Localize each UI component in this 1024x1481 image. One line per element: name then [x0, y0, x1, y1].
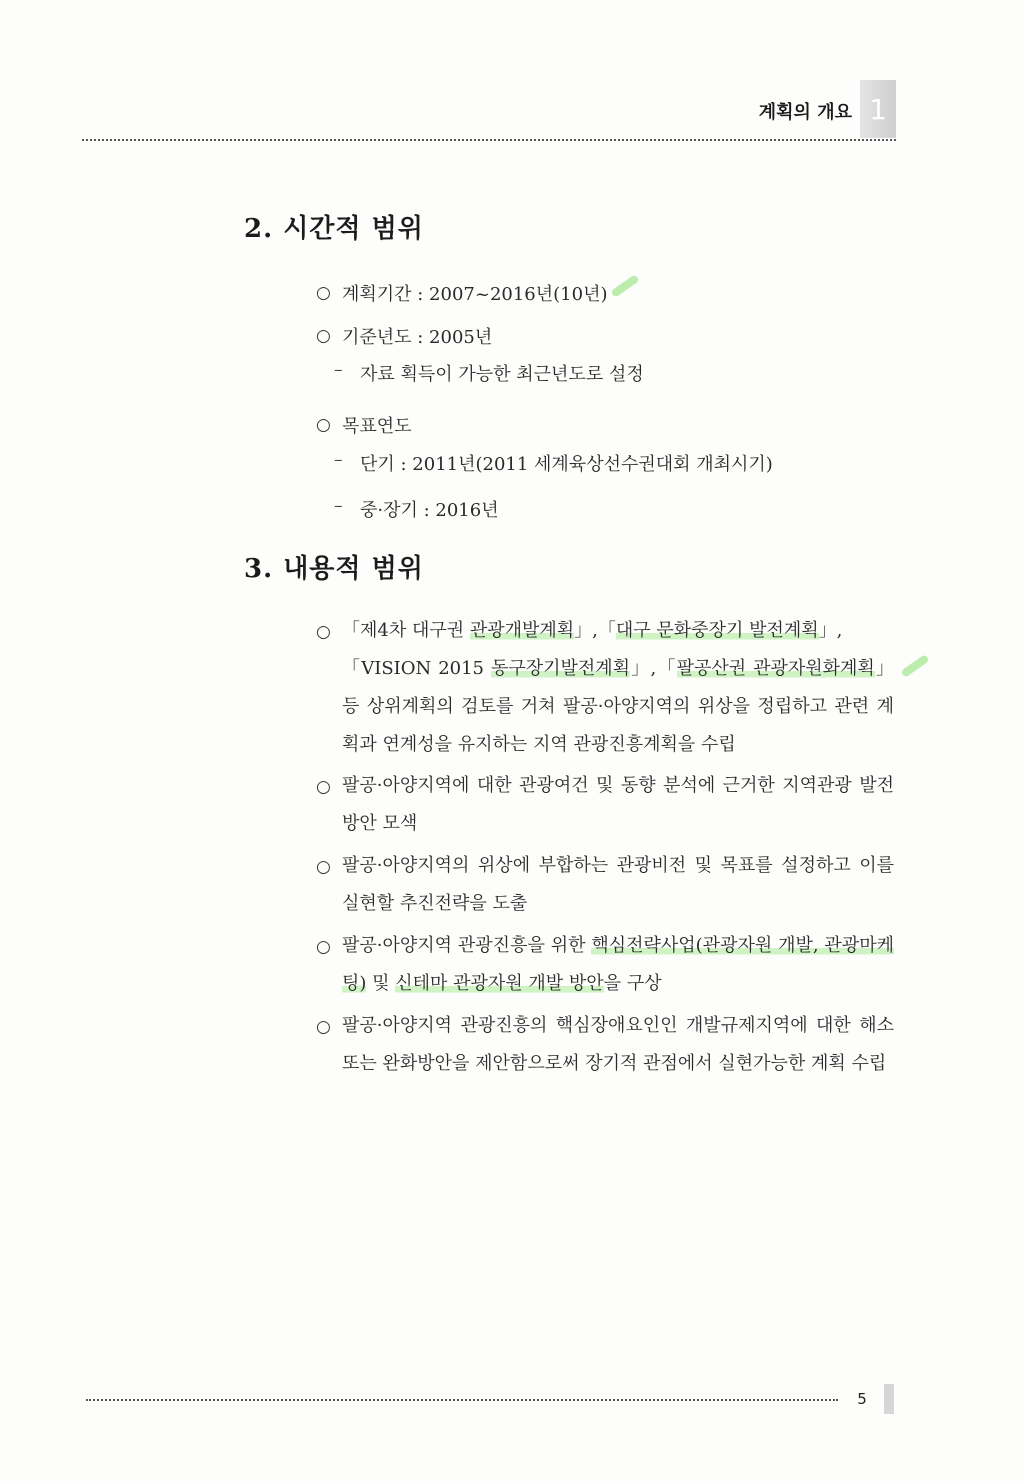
- dash-icon: –: [334, 360, 343, 380]
- content-item-3: 팔공·아양지역의 위상에 부합하는 관광비전 및 목표를 설정하고 이를 실현할 추진전략을 도출: [342, 855, 894, 914]
- target-year: 목표연도: [342, 416, 412, 437]
- base-year: 기준년도 : 2005년: [342, 327, 493, 348]
- highlighter-mark: [610, 274, 639, 298]
- page-edge-tab: [884, 1384, 894, 1414]
- bullet-icon: ○: [316, 326, 331, 346]
- header-divider: [82, 139, 896, 141]
- dash-icon: –: [334, 496, 343, 516]
- mid-long-term: 중·장기 : 2016년: [360, 500, 499, 521]
- section-heading-time-scope: 2. 시간적 범위: [244, 214, 424, 244]
- bullet-icon: ○: [316, 857, 331, 877]
- footer-divider: [86, 1399, 838, 1401]
- page-number: 5: [857, 1390, 867, 1408]
- content-item-1: 「제4차 대구권 관광개발계획」,「대구 문화중장기 발전계획」, 「VISION 2015 동구장기발전계획」,「팔공산권 관광자원화계획」 등 상위계획의 검토를 거쳐 팔공·아양지역의 위상을 정립하고 관련 계획과 연계성을 유지하는 지역 관광진흥계획을 수립: [342, 620, 895, 755]
- dash-icon: –: [334, 450, 343, 470]
- bullet-icon: ○: [316, 937, 331, 957]
- content-item-4: 팔공·아양지역 관광진흥을 위한 핵심전략사업(관광자원 개발, 관광마케팅) 및 신테마 관광자원 개발 방안을 구상: [342, 935, 894, 994]
- bullet-icon: ○: [316, 622, 331, 642]
- bullet-icon: ○: [316, 415, 331, 435]
- plan-period: 계획기간 : 2007~2016년(10년): [342, 284, 608, 305]
- section-heading-content-scope: 3. 내용적 범위: [244, 554, 424, 584]
- bullet-icon: ○: [316, 1017, 331, 1037]
- chapter-title: 계획의 개요: [758, 102, 852, 123]
- bullet-icon: ○: [316, 777, 331, 797]
- chapter-number-tab: 1: [860, 80, 896, 138]
- highlighter-mark: [900, 654, 929, 678]
- content-item-2: 팔공·아양지역에 대한 관광여건 및 동향 분석에 근거한 지역관광 발전방안 모색: [342, 775, 894, 834]
- bullet-icon: ○: [316, 283, 331, 303]
- short-term: 단기 : 2011년(2011 세계육상선수권대회 개최시기): [360, 454, 773, 475]
- content-item-5: 팔공·아양지역 관광진흥의 핵심장애요인인 개발규제지역에 대한 해소 또는 완화방안을 제안함으로써 장기적 관점에서 실현가능한 계획 수립: [342, 1015, 894, 1074]
- base-year-note: 자료 획득이 가능한 최근년도로 설정: [360, 364, 644, 385]
